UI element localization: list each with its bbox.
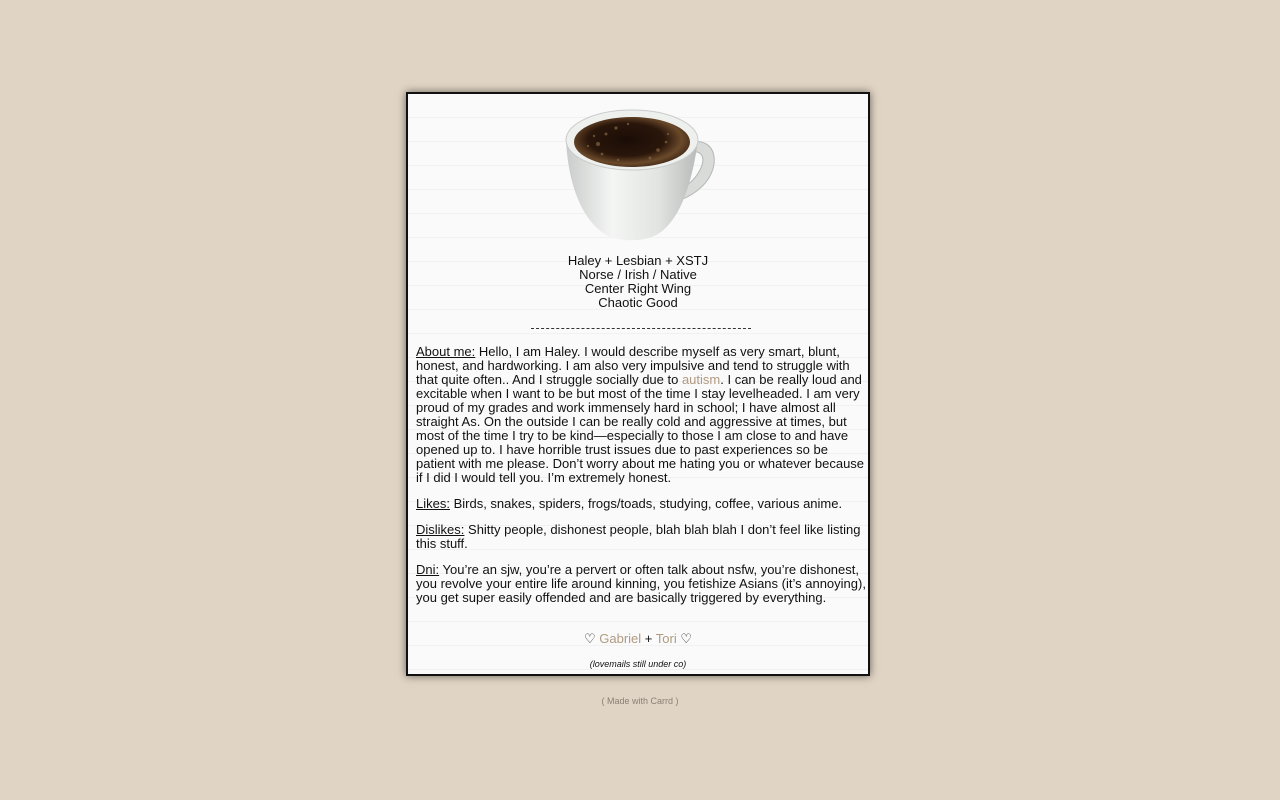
heart-left-icon: ♡ — [583, 631, 596, 646]
plus-separator: + — [641, 631, 656, 646]
profile-body — [416, 345, 866, 617]
identity-line-name: Haley + Lesbian + XSTJ — [567, 253, 709, 268]
dislikes-section — [416, 523, 866, 551]
profile-card — [406, 92, 870, 676]
likes-label: Likes: — [416, 496, 450, 511]
dni-section — [416, 563, 866, 605]
dislikes-text: Shitty people, dishonest people, blah blah blah I don’t feel like listing this stuff. — [416, 522, 861, 551]
dashed-divider — [531, 328, 751, 329]
autism-link[interactable]: autism — [681, 372, 721, 387]
identity-line-heritage: Norse / Irish / Native — [579, 267, 697, 282]
lovemail-links — [408, 631, 868, 647]
made-with-carrd-link[interactable]: ( Made with Carrd ) — [601, 696, 679, 706]
identity-line-alignment: Chaotic Good — [598, 295, 678, 310]
about-label: About me: — [416, 344, 476, 359]
heart-right-icon: ♡ — [680, 631, 693, 646]
coffee-cup-image — [558, 104, 718, 244]
tori-link[interactable]: Tori — [655, 631, 677, 646]
dni-label: Dni: — [416, 562, 440, 577]
dni-text: You’re an sjw, you’re a pervert or often talk about nsfw, you’re dishonest, you revolve your entire life around kinning, you fetishize Asians (it’s annoying), you get super easily offended and are basically triggered by everything. — [416, 562, 866, 605]
about-section — [416, 345, 866, 485]
likes-text: Birds, snakes, spiders, frogs/toads, studying, coffee, various anime. — [449, 496, 843, 511]
about-text-1: Hello, I am Haley. I would describe myself as very smart, blunt, honest, and hardworking. I am also very impulsive and tend to struggle with that quite often.. And I struggle socially due to — [416, 344, 850, 387]
dislikes-label: Dislikes: — [416, 522, 465, 537]
gabriel-link[interactable]: Gabriel — [599, 631, 642, 646]
about-text-2: . I can be really loud and excitable when I want to be but most of the time I stay levelheaded. I am very proud of my grades and work immensely hard in school; I have almost all straight As. On the outside I can be really cold and aggressive at times, but most of the time I try to be kind—especially to those I am close to and have opened up to. I have horrible trust issues due to past experiences so be patient with me please. Don’t worry about me hating you or whatever because if I did I would tell you. I’m extremely honest. — [416, 372, 865, 485]
lovemails-note: (lovemails still under co) — [589, 659, 687, 669]
likes-section — [416, 497, 866, 511]
identity-line-politics: Center Right Wing — [584, 281, 692, 296]
identity-block — [408, 254, 868, 310]
